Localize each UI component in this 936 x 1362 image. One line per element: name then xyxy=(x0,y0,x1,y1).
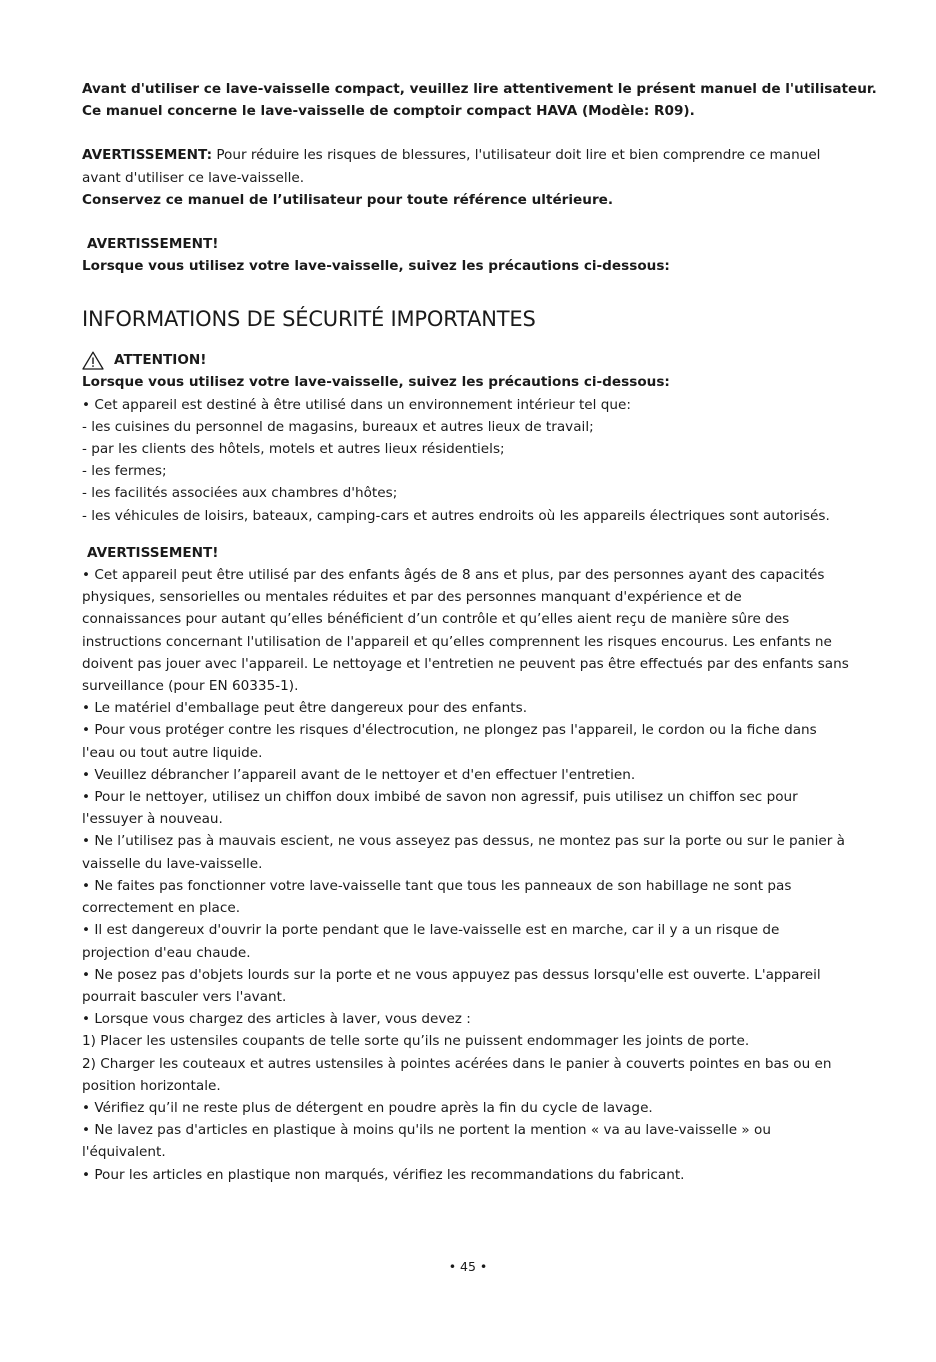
text-line: pourrait basculer vers l'avant. xyxy=(82,988,287,1005)
attention-label: ATTENTION! xyxy=(114,352,207,369)
text-line: surveillance (pour EN 60335-1). xyxy=(82,678,299,695)
section-title: INFORMATIONS DE SÉCURITÉ IMPORTANTES xyxy=(82,307,536,332)
intro-line-2: Ce manuel concerne le lave-vaisselle de comptoir compact HAVA (Modèle: R09). xyxy=(82,103,695,120)
warning-triangle-icon xyxy=(82,351,104,370)
text-line: l'équivalent. xyxy=(82,1144,166,1161)
text-line: • Pour vous protéger contre les risques d'électrocution, ne plongez pas l'appareil, le cordon ou la fiche dans xyxy=(82,722,817,739)
text-line: connaissances pour autant qu’elles bénéficient d’un contrôle et qu’elles aient reçu de manière sûre des xyxy=(82,611,790,628)
text-line: l'eau ou tout autre liquide. xyxy=(82,744,263,761)
text-line: • Il est dangereux d'ouvrir la porte pendant que le lave-vaisselle est en marche, car il y a un risque de xyxy=(82,922,780,939)
text-line: • Cet appareil peut être utilisé par des enfants âgés de 8 ans et plus, par des personnes ayant des capacités xyxy=(82,567,825,584)
keep-manual-note: Conservez ce manuel de l’utilisateur pour toute référence ultérieure. xyxy=(82,191,614,208)
warning-1-line xyxy=(82,144,852,166)
text-line: vaisselle du lave-vaisselle. xyxy=(82,855,263,872)
text-line: - les fermes; xyxy=(82,463,167,480)
text-line: position horizontale. xyxy=(82,1077,221,1094)
warning-2-text: Lorsque vous utilisez votre lave-vaisselle, suivez les précautions ci-dessous: xyxy=(82,258,670,275)
text-line: • Ne l’utilisez pas à mauvais escient, ne vous asseyez pas dessus, ne montez pas sur la porte ou sur le panier à xyxy=(82,833,845,850)
page-number: • 45 • xyxy=(448,1259,488,1274)
text-line: 2) Charger les couteaux et autres ustensiles à pointes acérées dans le panier à couverts pointes en bas ou en xyxy=(82,1055,832,1072)
attention-intro: Lorsque vous utilisez votre lave-vaisselle, suivez les précautions ci-dessous: xyxy=(82,374,670,391)
intro-line-1: Avant d'utiliser ce lave-vaisselle compact, veuillez lire attentivement le présent manuel de l'utilisateur. xyxy=(82,81,877,97)
text-line: • Vérifiez qu’il ne reste plus de détergent en poudre après la fin du cycle de lavage. xyxy=(82,1099,653,1116)
text-line: - par les clients des hôtels, motels et autres lieux résidentiels; xyxy=(82,441,505,458)
text-line: • Pour le nettoyer, utilisez un chiffon doux imbibé de savon non agressif, puis utilisez un chiffon sec pour xyxy=(82,789,798,806)
text-line: • Ne posez pas d'objets lourds sur la porte et ne vous appuyez pas dessus lorsqu'elle est ouverte. L'appareil xyxy=(82,966,821,983)
text-line: - les véhicules de loisirs, bateaux, camping-cars et autres endroits où les appareils électriques sont autorisés. xyxy=(82,507,830,524)
text-line: • Ne lavez pas d'articles en plastique à moins qu'ils ne portent la mention « va au lave-vaisselle » ou xyxy=(82,1122,771,1139)
warning-2-label: AVERTISSEMENT! xyxy=(87,236,219,253)
text-line: • Cet appareil est destiné à être utilisé dans un environnement intérieur tel que: xyxy=(82,396,631,413)
attention-list xyxy=(82,394,852,527)
text-line: instructions concernant l'utilisation de l'appareil et qu’elles comprennent les risques encourus. Les enfants ne xyxy=(82,633,832,650)
warning-1-text: Pour réduire les risques de blessures, l'utilisateur doit lire et bien comprendre ce manuel xyxy=(212,147,821,164)
warning-1-text-2: avant d'utiliser ce lave-vaisselle. xyxy=(82,169,305,186)
text-line: - les cuisines du personnel de magasins, bureaux et autres lieux de travail; xyxy=(82,418,594,435)
text-line: correctement en place. xyxy=(82,900,241,917)
text-line: • Lorsque vous chargez des articles à laver, vous devez : xyxy=(82,1011,471,1028)
text-line: - les facilités associées aux chambres d'hôtes; xyxy=(82,485,398,502)
attention-heading xyxy=(82,349,852,371)
text-line: • Pour les articles en plastique non marqués, vérifiez les recommandations du fabricant. xyxy=(82,1166,685,1183)
text-line: projection d'eau chaude. xyxy=(82,944,251,961)
text-line: • Ne faites pas fonctionner votre lave-vaisselle tant que tous les panneaux de son habillage ne sont pas xyxy=(82,877,792,894)
text-line: 1) Placer les ustensiles coupants de telle sorte qu’ils ne puissent endommager les joints de porte. xyxy=(82,1033,750,1050)
warning-3-label: AVERTISSEMENT! xyxy=(87,544,219,561)
text-line: doivent pas jouer avec l'appareil. Le nettoyage et l'entretien ne peuvent pas être effectués par des enfants sans xyxy=(82,655,849,672)
text-line: physiques, sensorielles ou mentales réduites et par des personnes manquant d'expérience et de xyxy=(82,589,742,606)
manual-page xyxy=(82,78,877,1186)
warning-3-list xyxy=(82,564,852,1186)
text-line: • Le matériel d'emballage peut être dangereux pour des enfants. xyxy=(82,700,528,717)
text-line: l'essuyer à nouveau. xyxy=(82,811,223,828)
text-line: • Veuillez débrancher l’appareil avant de le nettoyer et d'en effectuer l'entretien. xyxy=(82,766,636,783)
warning-1-label: AVERTISSEMENT: xyxy=(82,147,213,164)
